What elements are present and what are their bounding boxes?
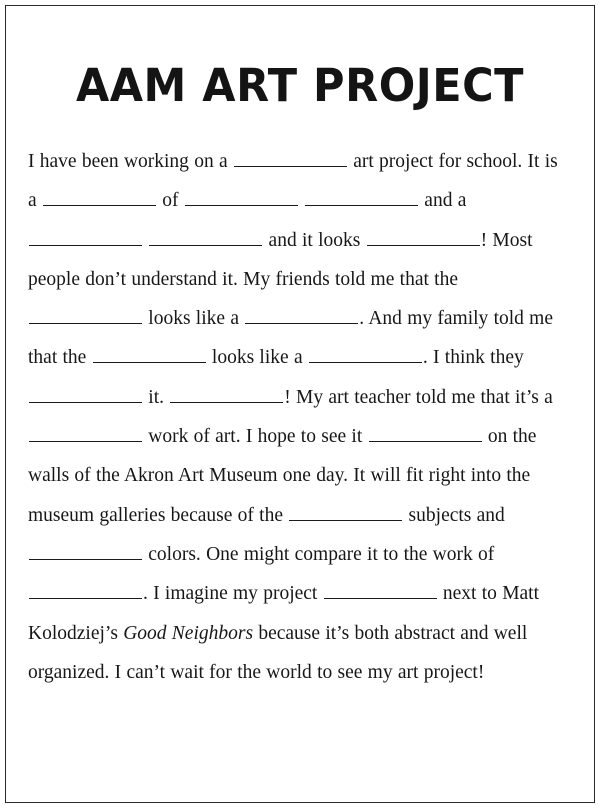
fill-in-blank-9[interactable] xyxy=(245,305,358,324)
fill-in-blank-4[interactable] xyxy=(305,187,418,206)
fill-in-blank-15[interactable] xyxy=(369,423,482,442)
story-text-run: subjects and xyxy=(403,504,505,526)
story-text-run xyxy=(143,230,148,251)
story-text-run: ! My art teacher told me that it’s a xyxy=(284,386,553,408)
story-text-run: looks like a xyxy=(206,347,308,369)
story-text-run: . And my family told me that the xyxy=(28,308,553,369)
story-text-run: . I imagine my project xyxy=(143,583,323,605)
fill-in-blank-13[interactable] xyxy=(170,384,283,403)
story-text-run: work of art. I hope to see it xyxy=(143,426,368,448)
fill-in-blank-6[interactable] xyxy=(149,227,262,246)
fill-in-blank-17[interactable] xyxy=(29,541,142,560)
fill-in-blank-8[interactable] xyxy=(29,305,142,324)
story-text-run: colors. One might compare it to the work of xyxy=(143,543,495,565)
fill-in-blank-14[interactable] xyxy=(29,423,142,442)
fill-in-blank-2[interactable] xyxy=(43,187,156,206)
fill-in-blank-5[interactable] xyxy=(29,227,142,246)
fill-in-blank-7[interactable] xyxy=(367,227,480,246)
story-text-run: I have been working on a xyxy=(28,151,233,172)
story-text-run xyxy=(299,190,304,211)
artwork-title: Good Neighbors xyxy=(123,622,254,644)
story-text-run: looks like a xyxy=(143,308,245,330)
story-text-run: it. xyxy=(143,386,170,408)
story-text-run: and it looks xyxy=(263,229,366,251)
story-text-run: because it’s both abstract and well organized. I can’t wait for the world to see my art project! xyxy=(28,622,528,683)
fill-in-blank-11[interactable] xyxy=(309,345,422,364)
story-text-run: of xyxy=(156,190,184,212)
story-text-run: . I think they xyxy=(422,347,524,369)
fill-in-blank-1[interactable] xyxy=(234,148,347,167)
story-text-run: on the walls of the Akron Art Museum one day. It will fit right into the museum galleries because of the xyxy=(28,426,537,526)
story-text-run: and a xyxy=(419,190,467,212)
story-text-run: art project for school. It is a xyxy=(28,151,558,212)
madlib-story-body xyxy=(28,142,568,692)
story-text-run: next to Matt Kolodziej’s xyxy=(28,583,540,644)
story-paragraph xyxy=(28,142,568,692)
fill-in-blank-12[interactable] xyxy=(29,384,142,403)
fill-in-blank-16[interactable] xyxy=(289,502,402,521)
fill-in-blank-19[interactable] xyxy=(324,580,437,599)
story-text-run: ! Most people don’t understand it. My friends told me that the xyxy=(28,229,533,290)
page-title: AAM ART PROJECT xyxy=(75,59,525,113)
fill-in-blank-3[interactable] xyxy=(185,187,298,206)
fill-in-blank-10[interactable] xyxy=(93,345,206,364)
fill-in-blank-18[interactable] xyxy=(29,580,142,599)
